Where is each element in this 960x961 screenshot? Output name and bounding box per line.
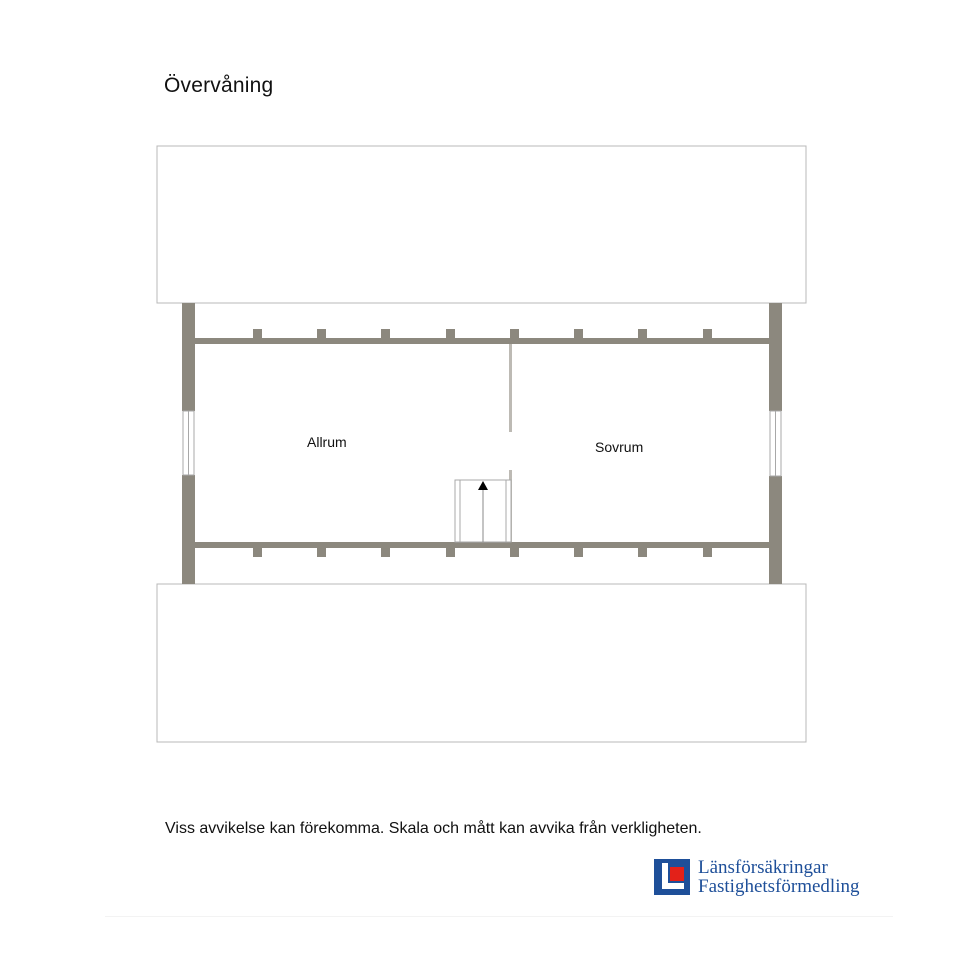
disclaimer-text: Viss avvikelse kan förekomma. Skala och mått kan avvika från verkligheten. (165, 820, 702, 837)
logo-line-1: Länsförsäkringar (698, 857, 828, 878)
agency-logo (654, 858, 859, 896)
lansforsakringar-logo-icon (654, 859, 690, 895)
roof-panel-top (157, 146, 806, 303)
floor-title: Övervåning (164, 74, 274, 97)
rafters-bottom (253, 548, 712, 557)
knee-wall-bottom (195, 542, 769, 548)
roof-panel-bottom (157, 584, 806, 742)
window-left (183, 411, 194, 475)
logo-line-2: Fastighetsförmedling (698, 876, 860, 897)
window-right (770, 411, 781, 476)
room-label-sovrum: Sovrum (595, 439, 644, 455)
room-label-allrum: Allrum (307, 434, 347, 450)
knee-wall-top (195, 338, 769, 344)
rafters-top (253, 329, 712, 338)
page-footer-area (105, 916, 893, 961)
